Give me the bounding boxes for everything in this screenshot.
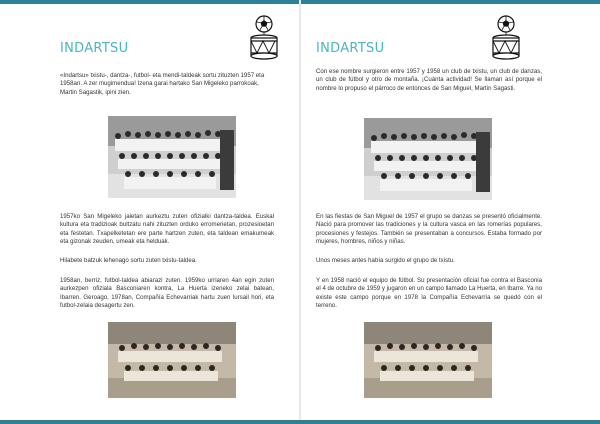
paragraph-football: Y en 1958 nació el equipo de fútbol. Su presentación oficial fue contra el Basconia el 4 de octubre de 1959 y jugaron en un campo llamado La Huerta, en Ibarre. Ya no existe este campo porque en 1978 la Compañía Echevarría se quedó con el terreno. (316, 277, 542, 309)
right-page (300, 0, 600, 424)
paragraph-football: 1958an, berriz, futbol-taldea abiarazi zuten. 1959ko urriaren 4an egin zuten aurkezpen ofiziala Basconiaren kontra, La Huerta izeneko zelai batean, Ibarren. Geroago, 1978an, Compañía Echevarriak hartu zuen lursail hori, eta futbol-zelaia desagertu zen. (60, 277, 274, 309)
photo-football-team (364, 322, 492, 398)
bottom-accent-bar (0, 420, 600, 424)
paragraph-intro: «Indartsu» txistu-, dantza-, futbol- eta mendi-taldeak sortu zituzten 1957 eta 1958an. A zer mugimendua! Izena garai hartako San Migeleko parrokoak, Martin Sagastik, ipini zien. (60, 72, 265, 96)
paragraph-txistu: Unos meses antes había surgido el grupo de txistu. (316, 257, 455, 264)
soccer-ball-drum-icon (491, 15, 521, 63)
photo-dance-group (364, 118, 492, 200)
paragraph-intro: Con ese nombre surgieron entre 1957 y 1958 un club de txistu, un club de danzas, un club de fútbol y otro de montaña. ¡Cuánta actividad! Se llaman así porque el nombre lo propuso el párroco de entonces de San Miguel, Martin Sagasti. (316, 68, 542, 92)
paragraph-dance-group: En las fiestas de San Miguel de 1957 el grupo se danzas se presentó oficialmente. Nació para promover las tradiciones y la cultura vasca en las romerías populares, procesiones y festejos. También se presentaban a concursos. Estaba formado por mujeres, hombres, niños y niñas. (316, 213, 542, 245)
paragraph-txistu: Hilabete batzuk lehenago sortu zuten txistu-taldea. (60, 257, 197, 264)
photo-dance-group (108, 116, 236, 198)
page-title: INDARTSU (316, 41, 385, 56)
page-title: INDARTSU (60, 41, 129, 56)
photo-football-team (108, 322, 236, 398)
paragraph-dance-group: 1957ko San Migeleko jaietan aurkeztu zuten ofizialki dantza-taldea. Euskal kultura eta tradizioak bultzatu nahi zituzten orduko erromerietan, prozesioetan eta festetan. Txapelketetan ere parte hartzen zuten, eta taldean emakumeak eta gizonak zeuden, umeak eta helduak. (60, 213, 274, 245)
soccer-ball-drum-icon (249, 15, 279, 63)
